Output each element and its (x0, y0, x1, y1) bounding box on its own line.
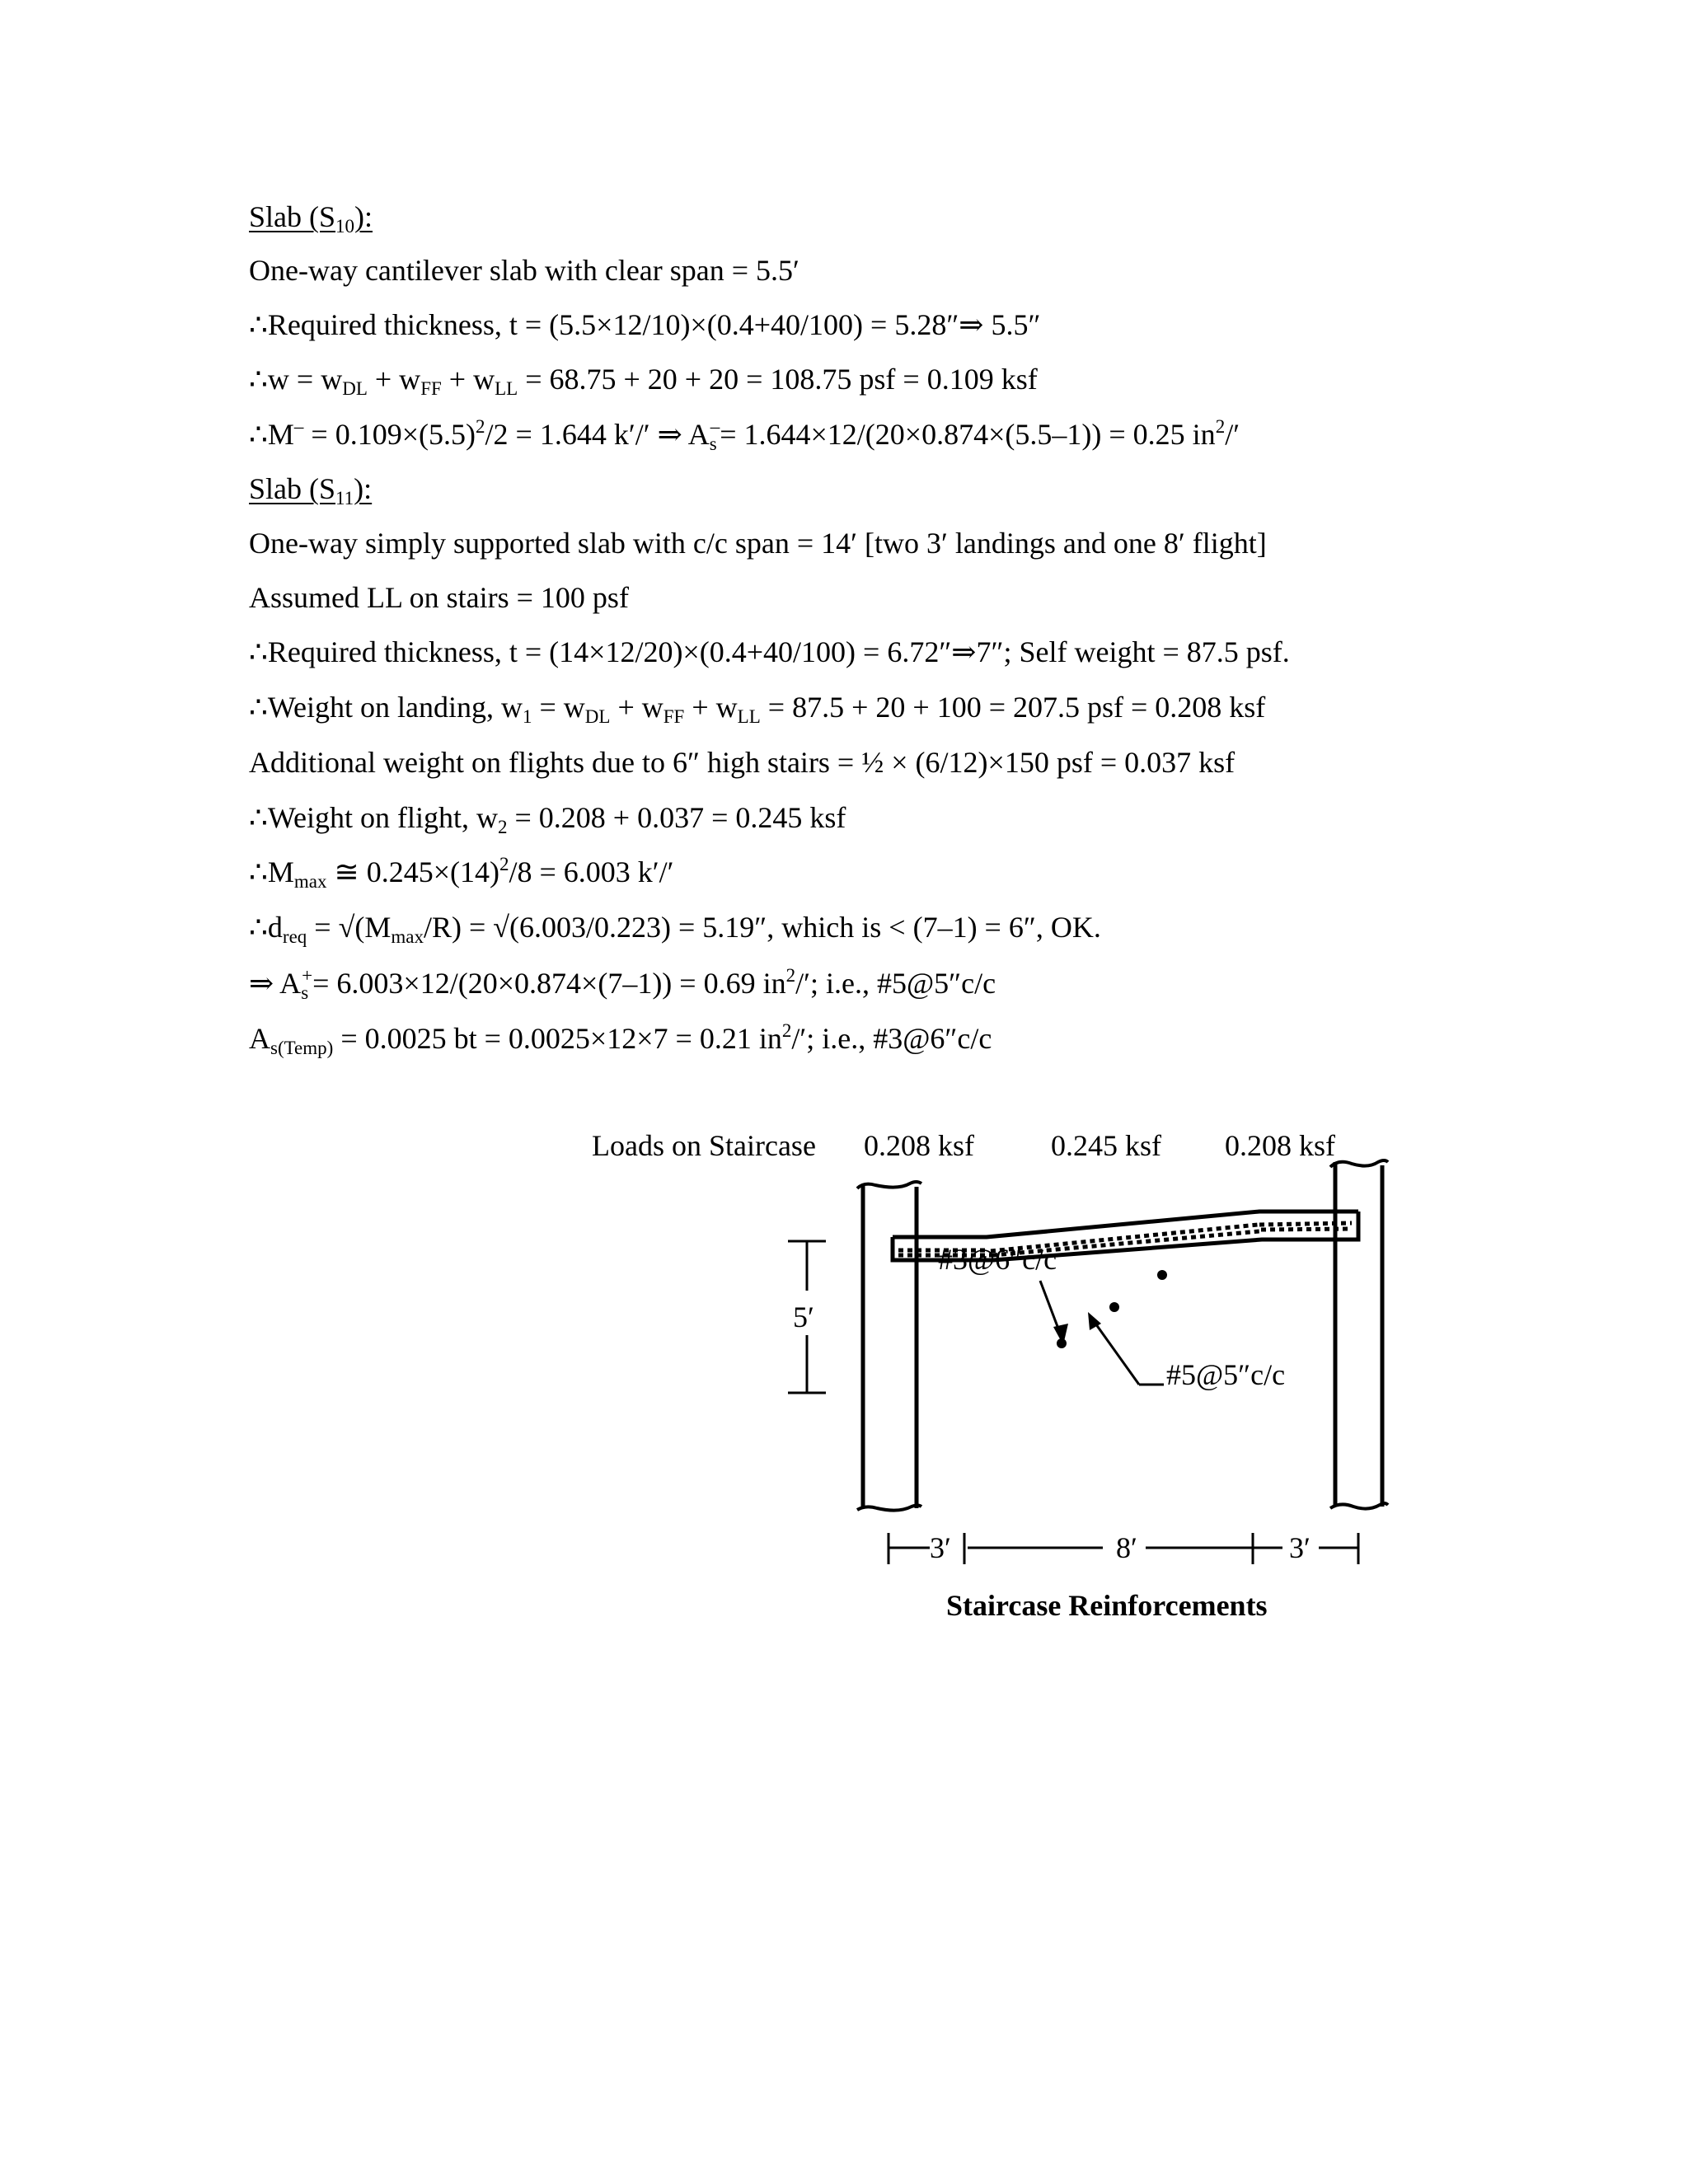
load-right-landing: 0.208 ksf (1225, 1129, 1335, 1162)
s11-line-flight-weight: ∴Weight on flight, $w_2 = 0.208 + 0.037 = 0.245$ ksf (249, 801, 846, 837)
span-mid-label: 8′ (1116, 1531, 1137, 1564)
s11-line-additional-weight: Additional weight on flights due to 6″ high stairs = ½ × (6/12)×150 psf = 0.037 ksf (249, 746, 1236, 779)
s11-line-temp-steel: $A_{s(Temp)} = 0.0025$ bt = 0.0025×12×7 = 0.21 $in^2/'$; i.e., #3@6″c/c (249, 1020, 992, 1058)
s11-line-depth: $\therefore d_{req} = √(M_{max}/R) = √(6.003/0.223) = 5.19''$, which is < (7–1) = 6″, OK. (249, 911, 1101, 947)
s11-line-moment: $\therefore M_{max}$ ≅ $0.245\times(14)^2/8 = 6.003$ k′/′ (249, 854, 674, 892)
s11-line-main-steel: ⇒ $A_s^+= 6.003\times 12/(20\times 0.874\times(7-1)) = 0.69$ $in^2/'$; i.e., #5@5″c/c (249, 965, 996, 1003)
s10-line-span: One-way cantilever slab with clear span = 5.5′ (249, 254, 799, 287)
height-label: 5′ (793, 1301, 814, 1333)
s10-line-moment: ∴M– = $0.109\times(5.5)^2/2 = 1.644$ k′/′ ⇒ $A_s^-= 1.644\times 12/(20\times 0.874\times(5.5-1)) = 0.25$ $in^2/'$ (249, 416, 1240, 454)
load-left-landing: 0.208 ksf (864, 1129, 974, 1162)
left-wall (857, 1182, 921, 1511)
s11-line-thickness: ∴Required thickness, t = (14×12/20)×(0.4+40/100) = 6.72″⇒7″; Self weight = 87.5 psf. (249, 635, 1290, 668)
leader-main-bar (1090, 1315, 1164, 1385)
s11-heading: Slab $(S_{11})$: (249, 472, 373, 509)
staircase-diagram (0, 1129, 1688, 1640)
span-right-label: 3′ (1289, 1531, 1311, 1564)
s11-line-span: One-way simply supported slab with c/c span = 14′ [two 3′ landings and one 8′ flight] (249, 527, 1267, 560)
span-left-label: 3′ (930, 1531, 951, 1564)
s10-line-load: ∴w = $w_{DL} + w_{FF} + w_{LL} = 68.75 + 20 + 20 = 108.75$ psf = 0.109 ksf (249, 363, 1038, 399)
load-flight: 0.245 ksf (1051, 1129, 1161, 1162)
s11-line-landing-weight: ∴Weight on landing, $w_1 = w_{DL} + w_{FF} + w_{LL} = 87.5 + 20 + 100 = 207.5$ psf = 0.208 ksf (249, 691, 1266, 727)
s11-line-live-load: Assumed LL on stairs = 100 psf (249, 581, 629, 614)
label-main-bar: #5@5″c/c (1166, 1358, 1286, 1391)
label-temp-bar: #3@6″c/c (938, 1243, 1057, 1276)
transverse-bar-dots (1057, 1270, 1167, 1348)
transverse-bar-dot (1157, 1270, 1167, 1280)
s10-heading: Slab $(S_{10})$: (249, 200, 373, 237)
s10-line-thickness: ∴Required thickness, t = (5.5×12/10)×(0.4+40/100) = 5.28″⇒ 5.5″ (249, 308, 1041, 341)
diagram-caption: Staircase Reinforcements (946, 1589, 1268, 1622)
loads-title: Loads on Staircase (592, 1129, 816, 1162)
transverse-bar-dot (1109, 1302, 1119, 1312)
